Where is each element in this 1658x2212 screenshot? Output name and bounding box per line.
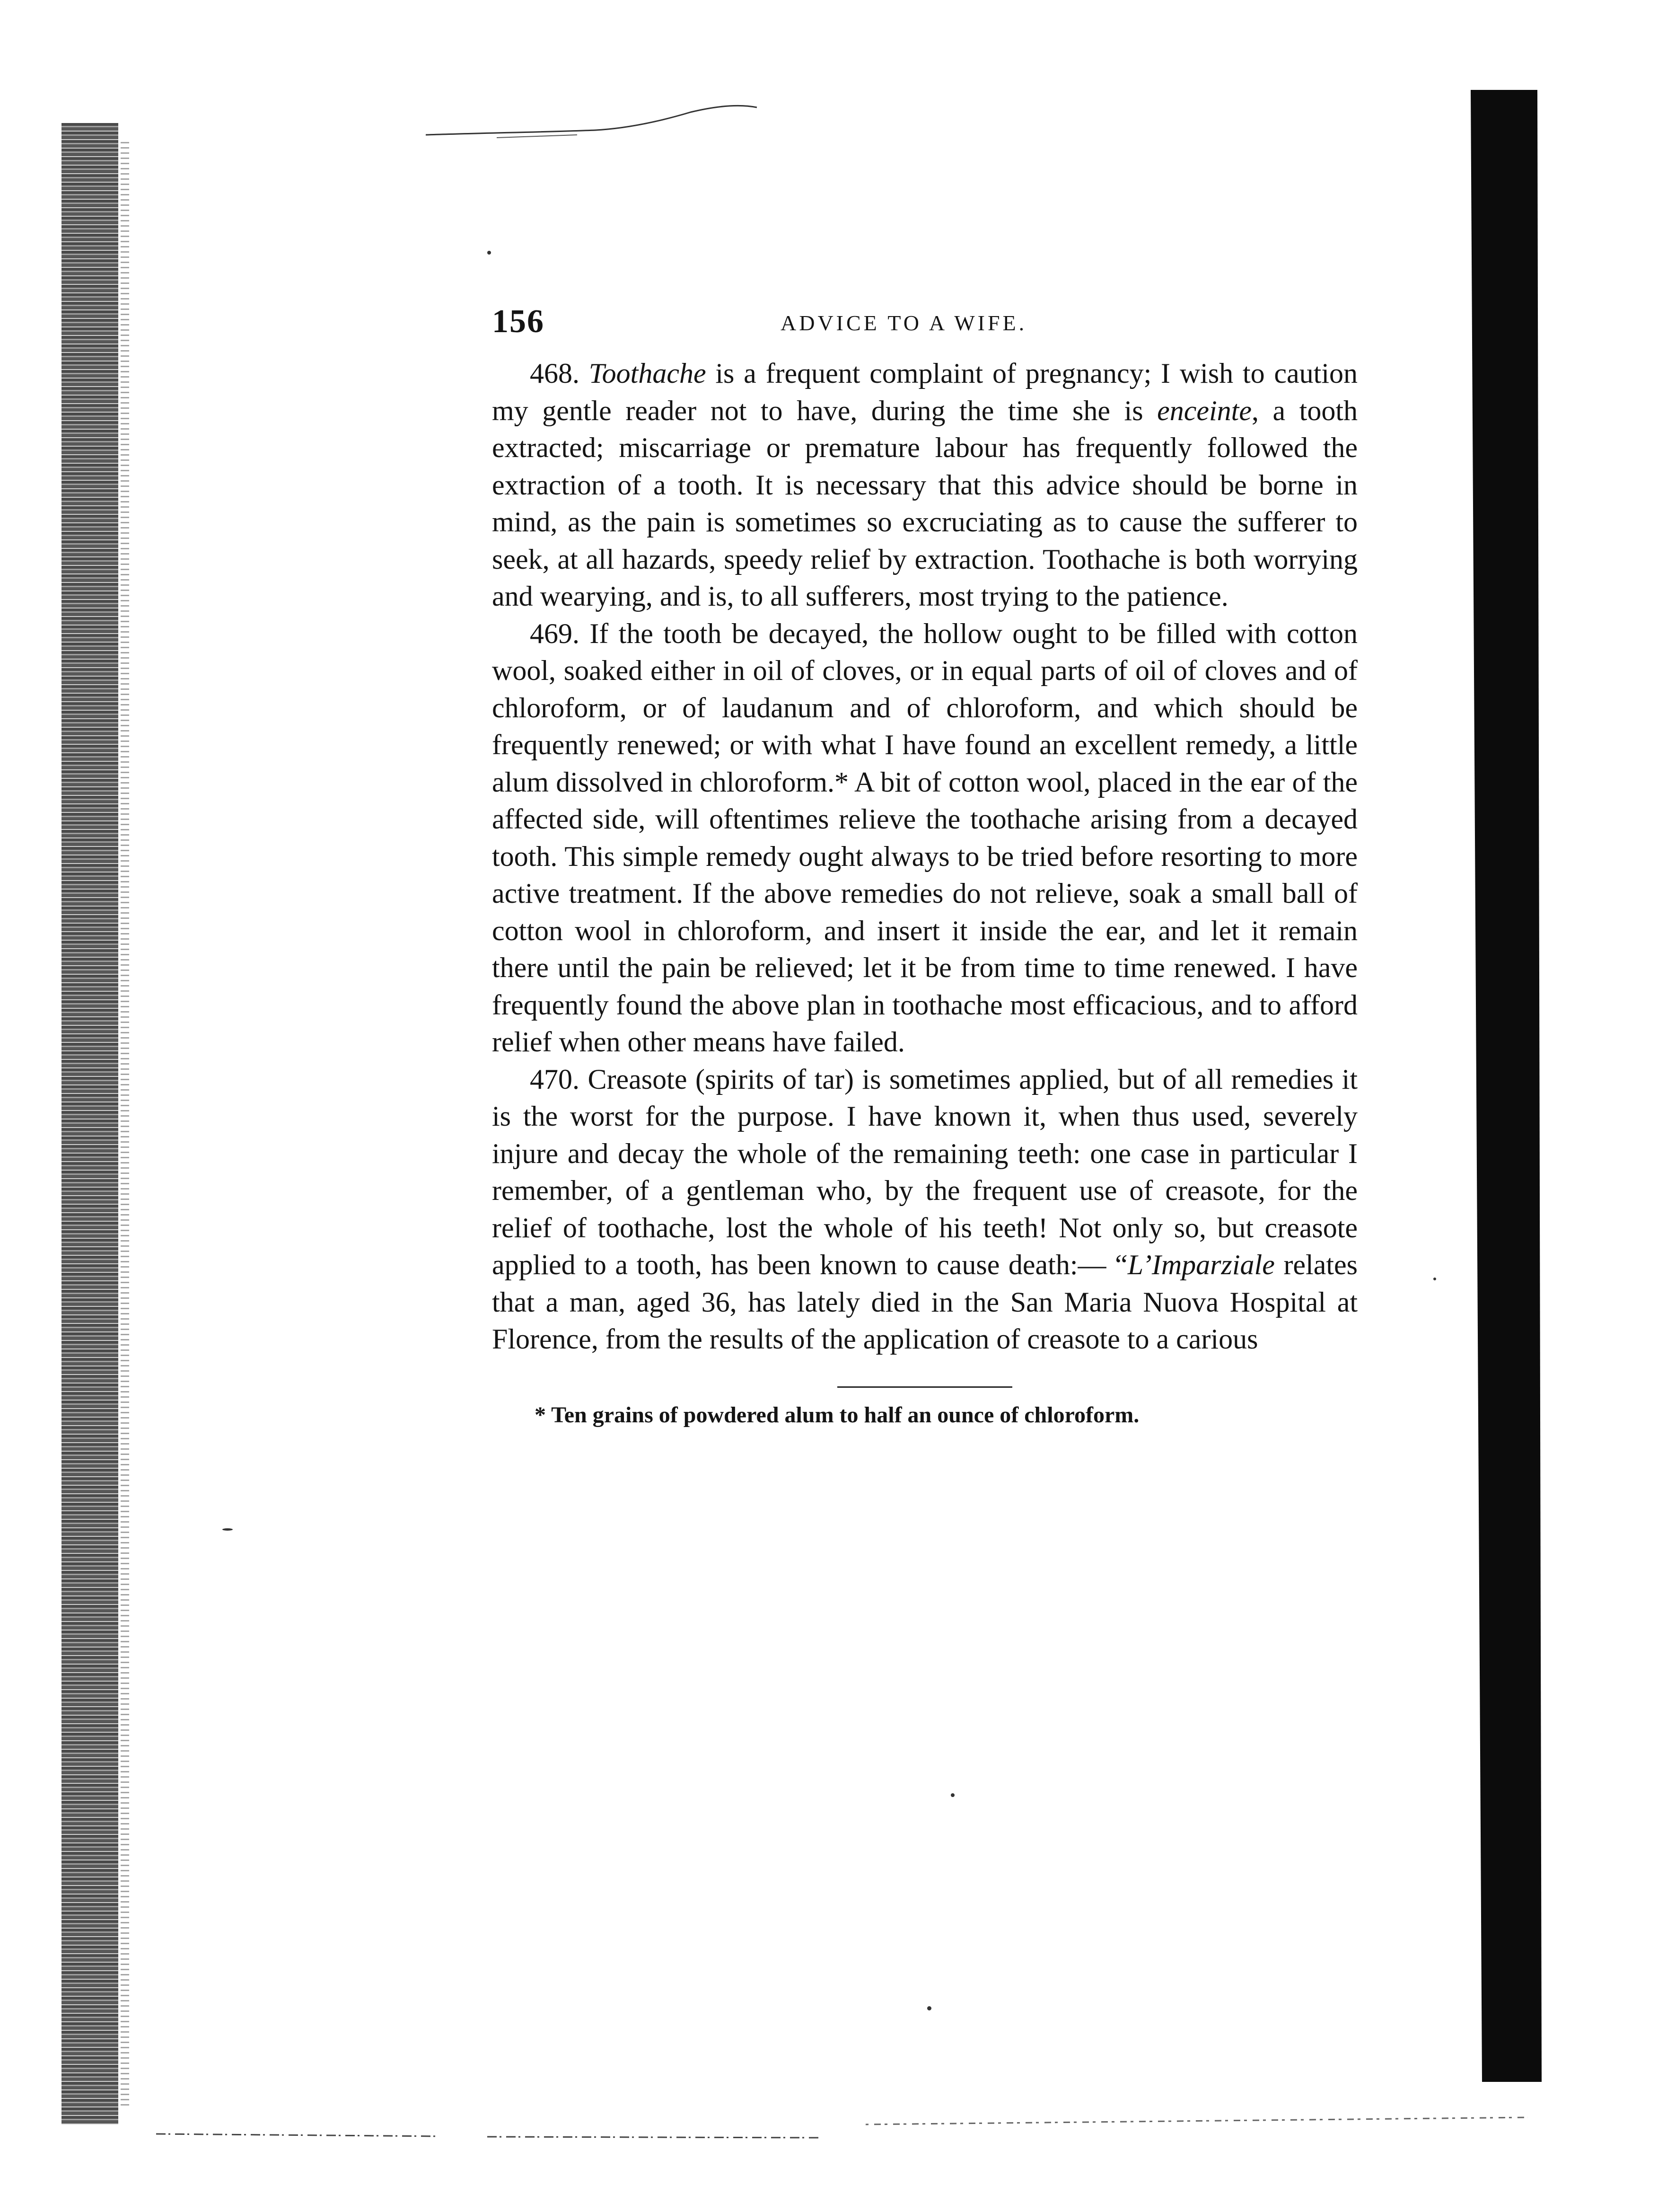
scan-binding-edge bbox=[61, 123, 118, 2124]
paragraph-number: 470. bbox=[530, 1063, 579, 1095]
paragraph-469 bbox=[492, 615, 1358, 1061]
scan-binding-shadow bbox=[121, 142, 129, 2106]
footnote-rule bbox=[837, 1386, 1012, 1388]
italic-term: enceinte bbox=[1157, 395, 1252, 426]
paragraph-468 bbox=[492, 355, 1358, 615]
paragraph-470 bbox=[492, 1061, 1358, 1358]
paragraph-text: , a tooth extracted; miscarriage or premature labour has frequently followed the extraction of a tooth. It is necessary that this advice should be borne in mind, as the pain is sometimes so excruciating as to cause the sufferer to seek, at all hazards, speedy relief by extraction. Toothache is both worrying and wearying, and is, to all sufferers, most trying to the patience. bbox=[492, 395, 1358, 612]
paragraph-text: is a frequent complaint of pregnancy; I wish to caution my gentle reader not to have, during the time she is bbox=[492, 358, 1358, 426]
italic-term: Toothache bbox=[588, 358, 706, 389]
paragraph-text: Creasote (spirits of tar) is sometimes applied, but of all remedies it is the worst for the purpose. I have known it, when thus used, severely injure and decay the whole of the remaining teeth: one case in particular I remember, of a gentleman who, by the frequent use of creasote, for the relief of toothache, lost the whole of his teeth! Not only so, but creasote applied to a tooth, has been known to cause death:— “ bbox=[492, 1063, 1358, 1280]
paragraph-number: 469. bbox=[530, 617, 579, 649]
page-number: 156 bbox=[492, 303, 544, 340]
paragraph-text: If the tooth be decayed, the hollow ought to be filled with cotton wool, soaked either in oil of cloves, or in equal parts of oil of cloves and of chloroform, or of laudanum and of chloroform, and which should be frequently renewed; or with what I have found an excellent remedy, a little alum dissolved in chloroform.* A bit of cotton wool, placed in the ear of the affected side, will oftentimes relieve the toothache arising from a decayed tooth. This simple remedy ought always to be tried before resorting to more active treatment. If the above remedies do not relieve, soak a small ball of cotton wool in chloroform, and insert it inside the ear, and let it remain there until the pain be relieved; let it be from time to time renewed. I have frequently found the above plan in toothache most efficacious, and to afford relief when other means have failed. bbox=[492, 617, 1358, 1058]
scan-speck bbox=[951, 1793, 955, 1797]
paragraph-number: 468. bbox=[530, 358, 579, 389]
running-head bbox=[492, 303, 1358, 355]
footnote: * Ten grains of powdered alum to half an ounce of chloroform. bbox=[535, 1402, 1140, 1428]
running-title: ADVICE TO A WIFE. bbox=[781, 311, 1027, 335]
scan-bottom-noise bbox=[156, 2091, 1537, 2143]
scan-speck bbox=[1433, 1278, 1436, 1280]
scan-right-border bbox=[1459, 90, 1601, 2082]
scan-speck bbox=[222, 1528, 233, 1531]
book-page bbox=[492, 303, 1358, 1428]
scan-pen-stroke bbox=[426, 97, 776, 144]
scan-speck bbox=[487, 251, 491, 255]
paragraph-text: relates that a man, aged 36, has lately died in the San Maria Nuova Hospital at Florence, from the results of the application of creasote to a carious bbox=[492, 1249, 1358, 1355]
italic-term: L’Imparziale bbox=[1127, 1249, 1275, 1280]
scan-speck bbox=[927, 2006, 931, 2010]
